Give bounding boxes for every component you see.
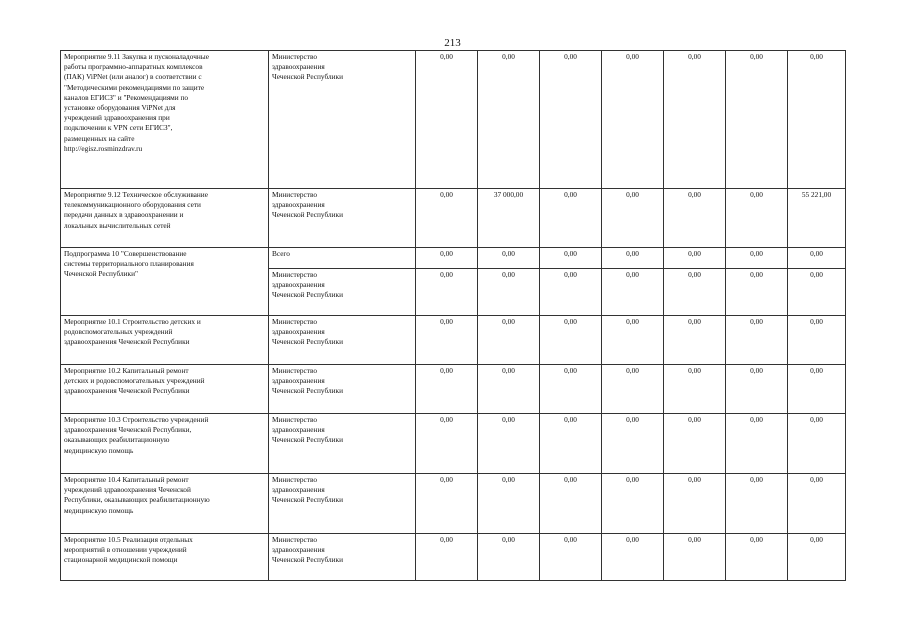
table-row <box>61 248 846 269</box>
executor-cell: Министерство здравоохранения Чеченской Республики <box>269 365 416 414</box>
value-cell: 0,00 <box>540 189 602 248</box>
value-cell: 0,00 <box>788 269 846 316</box>
value-cell: 0,00 <box>602 316 664 365</box>
value-cell: 0,00 <box>726 474 788 534</box>
value-cell: 0,00 <box>726 365 788 414</box>
value-cell: 0,00 <box>726 534 788 581</box>
value-cell: 0,00 <box>416 316 478 365</box>
page-number: 213 <box>444 37 461 49</box>
value-cell: 0,00 <box>602 51 664 189</box>
activity-name: Мероприятие 10.3 Строительство учреждений здравоохранения Чеченской Республики, оказывающих реабилитационную медицинскую помощь <box>61 414 269 474</box>
value-cell: 0,00 <box>416 269 478 316</box>
executor-cell: Министерство здравоохранения Чеченской Республики <box>269 269 416 316</box>
executor-cell: Министерство здравоохранения Чеченской Республики <box>269 474 416 534</box>
value-cell: 0,00 <box>478 534 540 581</box>
budget-table <box>60 50 846 581</box>
value-cell: 0,00 <box>788 414 846 474</box>
value-cell: 0,00 <box>664 189 726 248</box>
table-row <box>61 534 846 581</box>
value-cell: 0,00 <box>478 474 540 534</box>
subprogram-name: Подпрограмма 10 "Совершенствование системы территориального планирования Чеченской Республики" <box>61 248 269 316</box>
value-cell: 0,00 <box>664 474 726 534</box>
value-cell: 0,00 <box>602 414 664 474</box>
activity-name: Мероприятие 10.2 Капитальный ремонт детских и родовспомогательных учреждений здравоохранения Чеченской Республики <box>61 365 269 414</box>
activity-name: Мероприятие 9.12 Техническое обслуживание телекоммуникационного оборудования сети передачи данных в здравоохранении и локальных вычислительных сетей <box>61 189 269 248</box>
value-cell: 0,00 <box>602 189 664 248</box>
value-cell: 0,00 <box>416 474 478 534</box>
value-cell: 0,00 <box>478 316 540 365</box>
value-cell: 0,00 <box>788 534 846 581</box>
table-row <box>61 474 846 534</box>
value-cell: 0,00 <box>540 365 602 414</box>
value-cell: 0,00 <box>602 534 664 581</box>
value-cell: 0,00 <box>416 248 478 269</box>
value-cell: 0,00 <box>788 365 846 414</box>
table-row <box>61 316 846 365</box>
value-cell: 0,00 <box>416 534 478 581</box>
value-cell: 0,00 <box>540 269 602 316</box>
table-row <box>61 189 846 248</box>
value-cell: 0,00 <box>416 189 478 248</box>
value-cell: 0,00 <box>540 51 602 189</box>
value-cell: 37 000,00 <box>478 189 540 248</box>
executor-cell: Всего <box>269 248 416 269</box>
value-cell: 0,00 <box>416 365 478 414</box>
value-cell: 0,00 <box>664 414 726 474</box>
value-cell: 0,00 <box>788 316 846 365</box>
value-cell: 0,00 <box>478 365 540 414</box>
value-cell: 0,00 <box>416 51 478 189</box>
value-cell: 0,00 <box>726 248 788 269</box>
value-cell: 0,00 <box>788 474 846 534</box>
value-cell: 0,00 <box>478 51 540 189</box>
value-cell: 0,00 <box>788 51 846 189</box>
activity-name: Мероприятие 10.5 Реализация отдельных мероприятий в отношении учреждений стационарной медицинской помощи <box>61 534 269 581</box>
value-cell: 0,00 <box>416 414 478 474</box>
table-row <box>61 51 846 189</box>
executor-cell: Министерство здравоохранения Чеченской Республики <box>269 534 416 581</box>
table-row <box>61 365 846 414</box>
value-cell: 0,00 <box>478 269 540 316</box>
value-cell: 0,00 <box>664 248 726 269</box>
value-cell: 0,00 <box>726 51 788 189</box>
value-cell: 0,00 <box>540 414 602 474</box>
activity-name: Мероприятие 9.11 Закупка и пусконаладочные работы программно-аппаратных комплексов (ПАК) ViPNet (или аналог) в соответствии с "Методическими рекомендациями по защите каналов ЕГИСЗ" и "Рекомендациями по установке оборудования ViPNet для учреждений здравоохранения при подключении к VPN сети ЕГИСЗ", размещенных на сайте http://egisz.rosminzdrav.ru <box>61 51 269 189</box>
executor-cell: Министерство здравоохранения Чеченской Республики <box>269 51 416 189</box>
value-cell: 0,00 <box>726 414 788 474</box>
value-cell: 0,00 <box>664 316 726 365</box>
value-cell: 0,00 <box>788 248 846 269</box>
executor-cell: Министерство здравоохранения Чеченской Республики <box>269 316 416 365</box>
value-cell: 0,00 <box>540 316 602 365</box>
executor-cell: Министерство здравоохранения Чеченской Республики <box>269 189 416 248</box>
value-cell: 0,00 <box>602 365 664 414</box>
value-cell: 0,00 <box>664 269 726 316</box>
executor-cell: Министерство здравоохранения Чеченской Республики <box>269 414 416 474</box>
value-cell: 0,00 <box>540 474 602 534</box>
value-cell: 0,00 <box>602 474 664 534</box>
value-cell: 0,00 <box>478 248 540 269</box>
value-cell: 0,00 <box>726 316 788 365</box>
value-cell: 0,00 <box>602 248 664 269</box>
value-cell: 0,00 <box>664 534 726 581</box>
activity-name: Мероприятие 10.1 Строительство детских и родовспомогательных учреждений здравоохранения Чеченской Республики <box>61 316 269 365</box>
value-cell: 0,00 <box>664 365 726 414</box>
value-cell: 0,00 <box>540 248 602 269</box>
value-cell: 0,00 <box>726 269 788 316</box>
table-row <box>61 414 846 474</box>
value-cell: 55 221,00 <box>788 189 846 248</box>
value-cell: 0,00 <box>664 51 726 189</box>
value-cell: 0,00 <box>540 534 602 581</box>
value-cell: 0,00 <box>602 269 664 316</box>
value-cell: 0,00 <box>478 414 540 474</box>
value-cell: 0,00 <box>726 189 788 248</box>
activity-name: Мероприятие 10.4 Капитальный ремонт учреждений здравоохранения Чеченской Республики, оказывающих реабилитационную медицинскую помощь <box>61 474 269 534</box>
